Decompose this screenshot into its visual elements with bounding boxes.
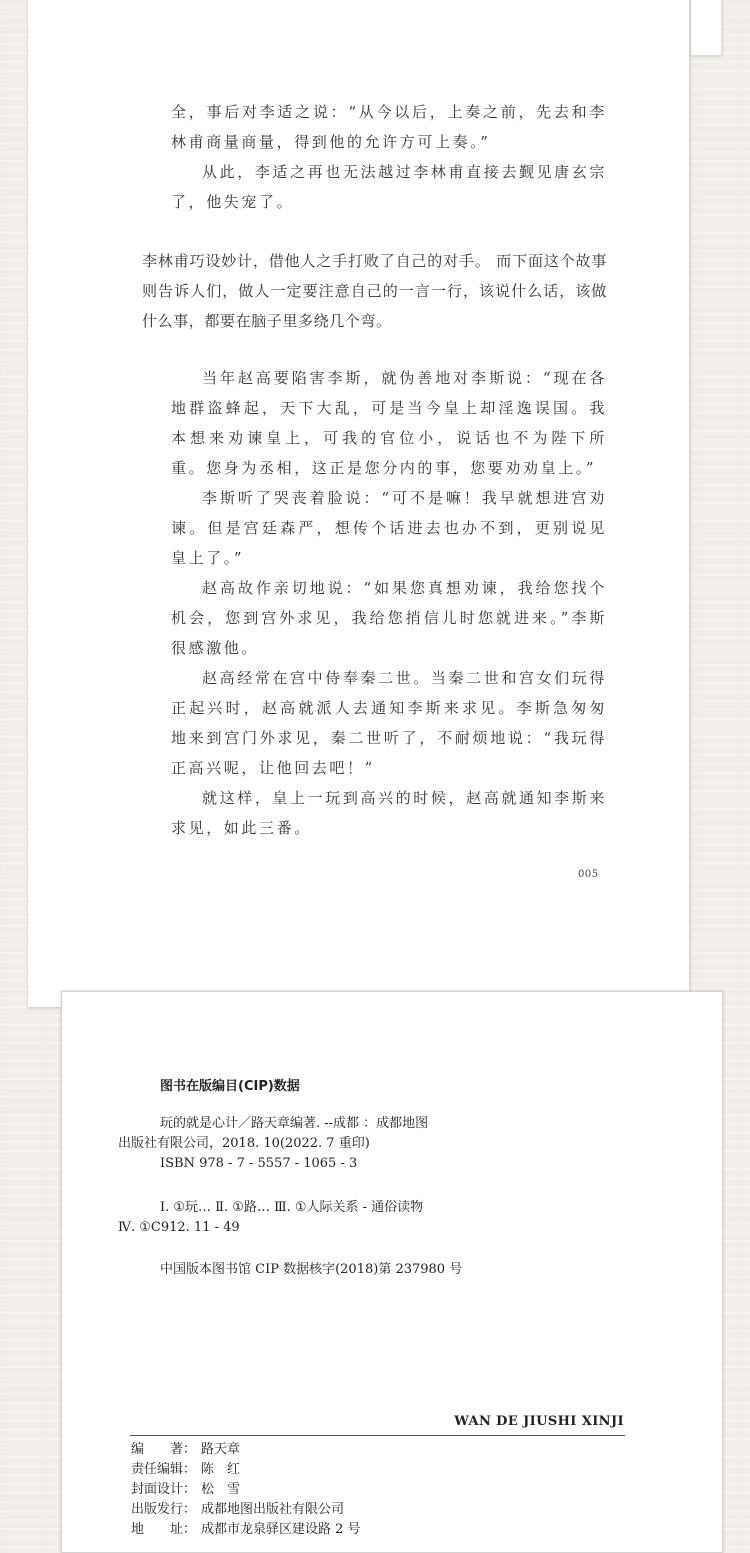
cip-classification xyxy=(118,1198,423,1238)
divider xyxy=(130,1435,625,1436)
cip-line: Ⅳ. ①C912. 11 - 49 xyxy=(118,1220,240,1235)
credit-label: 地 址： xyxy=(131,1522,197,1537)
cip-line: 出版社有限公司，2018. 10(2022. 7 重印) xyxy=(118,1136,370,1151)
credit-row-editor xyxy=(131,1460,361,1480)
background-page-edge xyxy=(690,0,722,56)
commentary-paragraph xyxy=(142,246,607,336)
paragraph: 赵高故作亲切地说：“如果您真想劝谏，我给您找个机会，您到宫外求见，我给您捎信儿时您就进来。”李斯很感激他。 xyxy=(171,579,607,657)
paragraph: 就这样，皇上一玩到高兴的时候，赵高就通知李斯来求见，如此三番。 xyxy=(171,789,607,837)
credit-value: 成都地图出版社有限公司 xyxy=(201,1502,345,1517)
credit-value: 松 雪 xyxy=(201,1482,241,1497)
page-number: 005 xyxy=(578,869,599,880)
paragraph: 李斯听了哭丧着脸说：“可不是嘛！我早就想进宫劝谏。但是宫廷森严，想传个话进去也办不到，更别说见皇上了。” xyxy=(171,489,607,567)
credit-row-address xyxy=(131,1520,361,1540)
story-block-li-shizhi xyxy=(171,97,607,217)
credit-value: 路天章 xyxy=(201,1442,241,1457)
paragraph: 当年赵高要陷害李斯，就伪善地对李斯说：“现在各地群盗蜂起，天下大乱，可是当今皇上却淫逸误国。我本想来劝谏皇上，可我的官位小，说话也不为陛下所重。您身为丞相，这正是您分内的事，您要劝劝皇上。” xyxy=(171,369,607,477)
credits-list xyxy=(131,1440,361,1540)
paragraph: 李林甫巧设妙计，借他人之手打败了自己的对手。 而下面这个故事则告诉人们，做人一定要注意自己的一言一行，该说什么话，该做什么事，都要在脑子里多绕几个弯。 xyxy=(142,252,607,330)
paragraph: 全，事后对李适之说：“从今以后，上奏之前，先去和李林甫商量商量，得到他的允许方可上奏。” xyxy=(171,103,607,151)
paragraph: 赵高经常在宫中侍奉秦二世。当秦二世和宫女们玩得正起兴时，赵高就派人去通知李斯来求见。李斯急匆匆地来到宫门外求见，秦二世听了，不耐烦地说：“我玩得正高兴呢，让他回去吧！” xyxy=(171,669,607,777)
credit-label: 责任编辑： xyxy=(131,1462,197,1477)
credit-row-publisher xyxy=(131,1500,361,1520)
cip-line: 玩的就是心计／路天章编著. --成都 ：成都地图 xyxy=(160,1116,429,1131)
credit-row-cover-design xyxy=(131,1480,361,1500)
credit-value: 陈 红 xyxy=(201,1462,241,1477)
credit-label: 编 著： xyxy=(131,1442,197,1457)
paragraph: 从此，李适之再也无法越过李林甫直接去觐见唐玄宗了，他失宠了。 xyxy=(171,163,607,211)
cip-line: ISBN 978 - 7 - 5557 - 1065 - 3 xyxy=(160,1156,358,1171)
credit-row-author xyxy=(131,1440,361,1460)
credit-value: 成都市龙泉驿区建设路 2 号 xyxy=(201,1522,361,1537)
credit-label: 出版发行： xyxy=(131,1502,197,1517)
cip-line: Ⅰ. ①玩… Ⅱ. ①路… Ⅲ. ①人际关系 - 通俗读物 xyxy=(160,1200,424,1215)
cip-data-number: 中国版本图书馆 CIP 数据核字(2018)第 237980 号 xyxy=(160,1262,463,1277)
cip-title: 图书在版编目(CIP)数据 xyxy=(160,1079,300,1094)
credit-label: 封面设计： xyxy=(131,1482,197,1497)
cip-record xyxy=(118,1114,428,1174)
story-block-zhao-gao xyxy=(171,363,607,843)
book-title-pinyin: WAN DE JIUSHI XINJI xyxy=(454,1414,624,1429)
